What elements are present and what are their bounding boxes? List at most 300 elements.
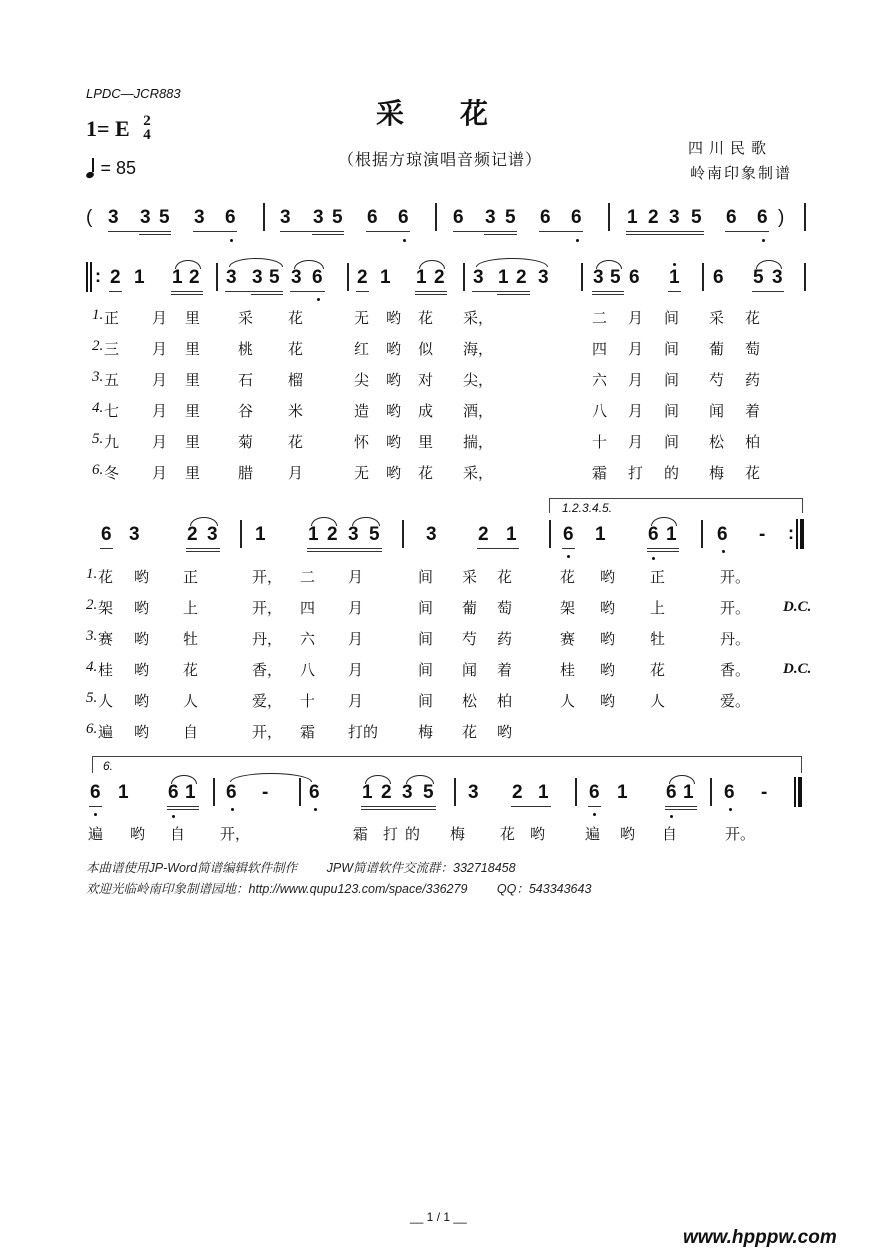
underline	[497, 294, 530, 295]
lyric-syllable: 间	[664, 309, 680, 327]
lyric-syllable: 葡	[709, 340, 725, 358]
note: 6	[226, 782, 237, 803]
note: 6	[726, 207, 737, 228]
barline	[454, 778, 456, 806]
underline	[725, 231, 769, 232]
lyric-syllable: 开，	[252, 723, 283, 741]
lyric-syllable: 无	[354, 464, 370, 482]
lyric-syllable: 榴	[288, 371, 304, 389]
note: 6	[589, 782, 600, 803]
note: 3	[226, 267, 237, 288]
lyric-syllable: 四	[592, 340, 608, 358]
time-signature	[143, 114, 151, 142]
barline	[608, 203, 610, 231]
note: 3	[538, 267, 549, 288]
note: 6	[398, 207, 409, 228]
lyric-syllable: 柏	[497, 692, 513, 710]
note: 2	[434, 267, 445, 288]
low-octave-dot	[314, 808, 317, 811]
note: 5	[423, 782, 434, 803]
lyric-syllable: 月	[628, 309, 644, 327]
lyric-syllable: 似	[418, 340, 434, 358]
time-sig-bottom: 4	[143, 126, 151, 143]
note: 5	[505, 207, 516, 228]
barline	[804, 203, 806, 231]
lyric-syllable: 遍	[585, 825, 601, 843]
lyric-syllable: 三	[104, 340, 120, 358]
note: 6	[90, 782, 101, 803]
lyric-syllable: 松	[709, 433, 725, 451]
page-title: 采花	[376, 97, 545, 130]
note: 3	[108, 207, 119, 228]
close-paren: )	[778, 207, 785, 228]
barline	[263, 203, 265, 231]
underline	[225, 291, 283, 292]
slur	[419, 260, 445, 269]
lyric-syllable: 松	[462, 692, 478, 710]
dash: -	[759, 524, 766, 545]
note: 1	[185, 782, 196, 803]
note: 2	[110, 267, 121, 288]
note: 6	[101, 524, 112, 545]
note: 2	[187, 524, 198, 545]
lyric-syllable: 花	[288, 340, 304, 358]
underline	[453, 231, 517, 232]
lyric-syllable: 打	[383, 825, 399, 843]
underline	[415, 294, 447, 295]
low-octave-dot	[231, 808, 234, 811]
slur	[294, 260, 324, 269]
lyric-syllable: 哟	[130, 825, 146, 843]
lyric-syllable: 间	[664, 433, 680, 451]
lyric-syllable: 架	[98, 599, 114, 617]
note: 5	[610, 267, 621, 288]
open-paren: (	[86, 207, 93, 228]
underline	[539, 231, 583, 232]
lyric-syllable: 尖	[354, 371, 370, 389]
lyric-syllable: 月	[628, 433, 644, 451]
lyric-syllable: 菊	[238, 433, 254, 451]
arranger: 岭南印象制谱	[690, 164, 793, 182]
underline	[307, 548, 382, 549]
subtitle: （根据方琼演唱音频记谱）	[338, 150, 543, 169]
lyric-syllable: 十	[592, 433, 608, 451]
repeat-dots: :	[95, 266, 101, 286]
underline	[193, 231, 237, 232]
note: 6	[713, 267, 724, 288]
low-octave-dot	[670, 815, 673, 818]
underline	[477, 548, 519, 549]
lyric-syllable: 打	[628, 464, 644, 482]
barline	[575, 778, 577, 806]
underline	[171, 294, 203, 295]
note: 6	[540, 207, 551, 228]
barline	[701, 520, 703, 548]
lyric-syllable: 月	[348, 599, 364, 617]
note: 3	[402, 782, 413, 803]
lyric-syllable: 桃	[238, 340, 254, 358]
note: 2	[381, 782, 392, 803]
lyric-syllable: 哟	[600, 568, 616, 586]
lyric-syllable: 哟	[600, 599, 616, 617]
note: 3	[348, 524, 359, 545]
lyric-syllable: 石	[238, 371, 254, 389]
lyric-syllable: 哟	[134, 630, 150, 648]
lyric-syllable: 开。	[720, 599, 751, 617]
tempo-marking	[86, 158, 136, 179]
slur	[311, 517, 337, 526]
lyric-syllable: 里	[418, 433, 434, 451]
note: 3	[485, 207, 496, 228]
note: 6	[312, 267, 323, 288]
lyric-syllable: 着	[497, 661, 513, 679]
underline	[366, 231, 410, 232]
barline	[463, 263, 465, 291]
lyric-syllable: 桂	[560, 661, 576, 679]
lyric-syllable: 正	[183, 568, 199, 586]
note: 3	[140, 207, 151, 228]
lyric-syllable: 花	[183, 661, 199, 679]
repeat-end-thin	[796, 519, 798, 549]
underline	[100, 548, 113, 549]
lyric-syllable: 月	[348, 692, 364, 710]
lyric-syllable: 里	[185, 433, 201, 451]
underline	[472, 291, 530, 292]
low-octave-dot	[652, 557, 655, 560]
lyric-syllable: 花	[650, 661, 666, 679]
underline	[665, 809, 697, 810]
note: 3	[669, 207, 680, 228]
lyric-syllable: 药	[745, 371, 761, 389]
lyric-syllable: 腊	[238, 464, 254, 482]
barline	[435, 203, 437, 231]
dash: -	[761, 782, 768, 803]
underline	[167, 809, 199, 810]
lyric-syllable: 哟	[620, 825, 636, 843]
lyric-syllable: 间	[664, 340, 680, 358]
note: 3	[207, 524, 218, 545]
low-octave-dot	[762, 239, 765, 242]
note: 6	[225, 207, 236, 228]
underline	[290, 291, 325, 292]
lyric-syllable: 霜	[300, 723, 316, 741]
lyric-syllable: 梅	[418, 723, 434, 741]
lyric-syllable: 香。	[720, 661, 751, 679]
underline	[361, 809, 436, 810]
barline	[347, 263, 349, 291]
final-barline-thin	[794, 777, 796, 807]
lyric-syllable: 着	[745, 402, 761, 420]
underline	[592, 294, 624, 295]
lyric-syllable: 上	[650, 599, 666, 617]
lyric-syllable: 赛	[560, 630, 576, 648]
lyric-syllable: 二	[300, 568, 316, 586]
lyric-syllable: 九	[104, 433, 120, 451]
staff-system-3	[86, 782, 806, 812]
lyric-syllable: 人	[183, 692, 199, 710]
lyric-syllable: 自	[662, 825, 678, 843]
lyric-syllable: 人	[98, 692, 114, 710]
underline	[626, 234, 704, 235]
lyric-syllable: 采，	[463, 309, 494, 327]
lyric-syllable: 二	[592, 309, 608, 327]
note: 6	[648, 524, 659, 545]
lyric-syllable: 里	[185, 464, 201, 482]
note: 3	[313, 207, 324, 228]
lyric-syllable: 遍	[98, 723, 114, 741]
final-barline-thick	[798, 777, 802, 807]
lyric-syllable: 人	[650, 692, 666, 710]
barline	[702, 263, 704, 291]
lyric-syllable: 药	[497, 630, 513, 648]
lyric-syllable: 正	[650, 568, 666, 586]
lyric-syllable: 花	[560, 568, 576, 586]
lyric-syllable: 酒，	[463, 402, 494, 420]
underline	[108, 231, 171, 232]
lyric-syllable: 霜	[353, 825, 369, 843]
group-info: JPW简谱软件交流群：332718458	[326, 861, 516, 875]
underline	[251, 294, 283, 295]
note: 6	[367, 207, 378, 228]
lyric-syllable: 哟	[497, 723, 513, 741]
lyric-syllable: 月	[348, 568, 364, 586]
slur	[352, 517, 380, 526]
note: 3	[468, 782, 479, 803]
quarter-note-icon	[85, 171, 95, 179]
note: 2	[189, 267, 200, 288]
note: 1	[255, 524, 266, 545]
lyric-syllable: 丹，	[252, 630, 283, 648]
underline	[592, 291, 624, 292]
note: 5	[691, 207, 702, 228]
site-watermark[interactable]: www.hpppw.com	[683, 1227, 837, 1248]
note: 1	[362, 782, 373, 803]
note: 1	[308, 524, 319, 545]
lyric-syllable: 梅	[450, 825, 466, 843]
verse-number: 2.	[86, 597, 98, 613]
lyric-syllable: 六	[300, 630, 316, 648]
note: 5	[753, 267, 764, 288]
note: 3	[473, 267, 484, 288]
slur	[756, 260, 782, 269]
low-octave-dot	[230, 239, 233, 242]
note: 1	[666, 524, 677, 545]
lyric-syllable: 月	[152, 309, 168, 327]
lyric-syllable: 花	[418, 309, 434, 327]
lyric-syllable: 架	[560, 599, 576, 617]
note: 5	[332, 207, 343, 228]
lyric-syllable: 月	[288, 464, 304, 482]
page-number: __ 1 / 1 __	[410, 1210, 467, 1224]
note: 3	[252, 267, 263, 288]
lyric-syllable: 葡	[462, 599, 478, 617]
note: 2	[648, 207, 659, 228]
verse-number: 4.	[86, 659, 98, 675]
verse-number: 5.	[86, 690, 98, 706]
lyric-syllable: 人	[560, 692, 576, 710]
underline	[307, 551, 382, 552]
lyric-syllable: 的	[405, 825, 421, 843]
note: 6	[453, 207, 464, 228]
software-credit: 本曲谱使用JP-Word简谱编辑软件制作	[86, 861, 298, 875]
lyric-syllable: 七	[104, 402, 120, 420]
lyric-syllable: 里	[185, 309, 201, 327]
lyric-syllable: 里	[185, 371, 201, 389]
barline	[299, 778, 301, 806]
lyric-syllable: 月	[348, 630, 364, 648]
note: 6	[757, 207, 768, 228]
lyric-syllable: 自	[183, 723, 199, 741]
lyric-syllable: 牡	[650, 630, 666, 648]
slur	[190, 517, 218, 526]
note: 3	[129, 524, 140, 545]
note: 1	[683, 782, 694, 803]
underline	[415, 291, 447, 292]
lyric-syllable: 里	[185, 340, 201, 358]
repeat-start-thick	[90, 262, 92, 292]
key-label: 1= E	[86, 116, 130, 141]
lyric-syllable: 柏	[745, 433, 761, 451]
underline	[665, 806, 697, 807]
lyric-syllable: 无	[354, 309, 370, 327]
note: 6	[168, 782, 179, 803]
lyric-syllable: 哟	[386, 464, 402, 482]
lyric-syllable: 采	[462, 568, 478, 586]
barline	[581, 263, 583, 291]
note: 3	[593, 267, 604, 288]
lyric-syllable: 哟	[134, 599, 150, 617]
time-sig-top: 2	[143, 112, 151, 129]
note: 5	[269, 267, 280, 288]
lyric-syllable: 丹。	[720, 630, 751, 648]
lyric-syllable: 哟	[386, 371, 402, 389]
lyric-syllable: 红	[354, 340, 370, 358]
lyric-syllable: 采	[709, 309, 725, 327]
slur	[669, 775, 695, 784]
lyric-syllable: 芍	[462, 630, 478, 648]
underline	[89, 806, 102, 807]
lyric-syllable: 对	[418, 371, 434, 389]
lyric-syllable: 月	[628, 340, 644, 358]
low-octave-dot	[722, 550, 725, 553]
barline	[804, 263, 806, 291]
note: 6	[717, 524, 728, 545]
slur	[651, 517, 677, 526]
lyric-syllable: 霜	[592, 464, 608, 482]
lyric-syllable: 米	[288, 402, 304, 420]
underline	[186, 551, 220, 552]
note: 3	[426, 524, 437, 545]
lyric-syllable: 爱，	[252, 692, 283, 710]
lyric-syllable: 哟	[386, 340, 402, 358]
note: 2	[478, 524, 489, 545]
note: 6	[666, 782, 677, 803]
repeat-dots: :	[788, 523, 794, 543]
note: 2	[327, 524, 338, 545]
barline	[216, 263, 218, 291]
underline	[562, 548, 575, 549]
verse-number: 2.	[92, 338, 104, 354]
verse-number: 4.	[92, 400, 104, 416]
slur	[175, 260, 201, 269]
lyric-syllable: 间	[664, 371, 680, 389]
lyric-syllable: 尖，	[463, 371, 494, 389]
lyric-syllable: 哟	[134, 723, 150, 741]
lyric-syllable: 造	[354, 402, 370, 420]
lyric-syllable: 桂	[98, 661, 114, 679]
lyric-syllable: 十	[300, 692, 316, 710]
lyric-syllable: 月	[628, 371, 644, 389]
song-origin: 四川民歌	[688, 139, 773, 157]
lyric-syllable: 六	[592, 371, 608, 389]
underline	[312, 234, 344, 235]
volta-bracket-2	[92, 756, 802, 773]
note: 1	[538, 782, 549, 803]
note: 1	[595, 524, 606, 545]
note: 1	[134, 267, 145, 288]
note: 6	[571, 207, 582, 228]
quarter-note-stem	[92, 158, 94, 172]
note: 3	[194, 207, 205, 228]
website-link[interactable]: 欢迎光临岭南印象制谱园地：http://www.qupu123.com/space/336279	[86, 882, 468, 896]
lyric-syllable: 开，	[220, 825, 251, 843]
lyric-syllable: 哟	[530, 825, 546, 843]
verse-number: 6.	[86, 721, 98, 737]
low-octave-dot	[576, 239, 579, 242]
low-octave-dot	[94, 813, 97, 816]
note: 3	[280, 207, 291, 228]
lyric-syllable: 花	[745, 309, 761, 327]
underline	[167, 806, 199, 807]
da-capo-marking: D.C.	[783, 599, 812, 615]
lyric-syllable: 花	[500, 825, 516, 843]
low-octave-dot	[172, 815, 175, 818]
lyric-syllable: 花	[418, 464, 434, 482]
lyric-syllable: 月	[152, 340, 168, 358]
lyric-syllable: 哟	[600, 692, 616, 710]
lyric-syllable: 间	[418, 692, 434, 710]
slur	[365, 775, 391, 784]
lyric-syllable: 哟	[134, 692, 150, 710]
lyric-syllable: 哟	[386, 433, 402, 451]
note: 1	[416, 267, 427, 288]
dash: -	[262, 782, 269, 803]
lyric-syllable: 谷	[238, 402, 254, 420]
lyric-syllable: 间	[418, 630, 434, 648]
note: 1	[172, 267, 183, 288]
lyric-syllable: 月	[152, 433, 168, 451]
repeat-start-thin	[86, 262, 88, 292]
lyric-syllable: 开，	[252, 568, 283, 586]
lyric-syllable: 花	[98, 568, 114, 586]
footer-line-1	[86, 858, 516, 876]
lyric-syllable: 哟	[386, 309, 402, 327]
barline	[240, 520, 242, 548]
verse-number: 3.	[86, 628, 98, 644]
lyric-syllable: 冬	[104, 464, 120, 482]
low-octave-dot	[403, 239, 406, 242]
underline	[484, 234, 517, 235]
lyric-syllable: 萄	[497, 599, 513, 617]
lyric-syllable: 月	[152, 464, 168, 482]
barline	[213, 778, 215, 806]
lyric-syllable: 香，	[252, 661, 283, 679]
underline	[139, 234, 171, 235]
high-octave-dot	[673, 263, 676, 266]
lyric-syllable: 八	[300, 661, 316, 679]
lyric-syllable: 哟	[600, 630, 616, 648]
underline	[361, 806, 436, 807]
